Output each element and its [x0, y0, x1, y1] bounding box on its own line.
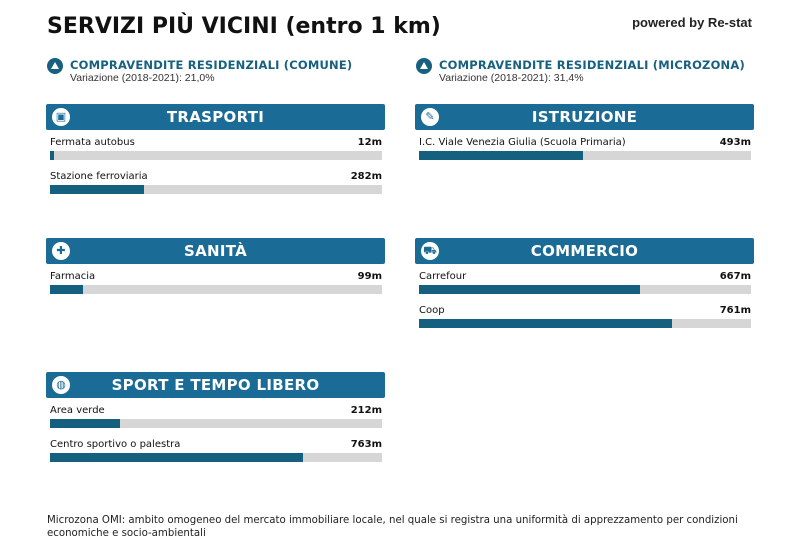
list-item	[50, 164, 382, 198]
list-item	[50, 130, 382, 164]
service-name: Farmacia	[50, 271, 96, 282]
distance-bar-track	[419, 151, 751, 160]
list-item	[419, 264, 751, 298]
powered-by-label: powered by Re-stat	[632, 15, 752, 30]
cart-icon: ⛟	[421, 242, 439, 260]
card-sanita	[46, 238, 385, 298]
service-distance: 493m	[719, 137, 751, 148]
stat-microzona-subtitle: Variazione (2018-2021): 31,4%	[439, 72, 584, 84]
distance-bar-fill	[419, 285, 640, 294]
card-sanita-title: SANITÀ	[183, 242, 248, 260]
distance-bar-fill	[50, 151, 54, 160]
trend-up-icon	[416, 58, 432, 74]
tennis-icon: ◍	[52, 376, 70, 394]
distance-bar-fill	[50, 419, 120, 428]
hospital-icon: ✚	[52, 242, 70, 260]
stat-microzona-title: COMPRAVENDITE RESIDENZIALI (MICROZONA)	[439, 58, 745, 72]
service-name: Carrefour	[419, 271, 467, 282]
card-commercio-header	[415, 238, 754, 264]
service-name: Area verde	[50, 405, 105, 416]
card-sport	[46, 372, 385, 466]
card-istruzione-header	[415, 104, 754, 130]
bus-icon: ▣	[52, 108, 70, 126]
list-item	[419, 298, 751, 332]
distance-bar-fill	[50, 453, 303, 462]
service-distance: 99m	[357, 271, 382, 282]
distance-bar-track	[419, 285, 751, 294]
stat-comune-subtitle: Variazione (2018-2021): 21,0%	[70, 72, 215, 84]
service-distance: 282m	[350, 171, 382, 182]
card-commercio	[415, 238, 754, 332]
distance-bar-fill	[419, 319, 672, 328]
distance-bar-fill	[50, 285, 83, 294]
service-distance: 761m	[719, 305, 751, 316]
service-name: Coop	[419, 305, 445, 316]
card-trasporti-title: TRASPORTI	[166, 108, 265, 126]
trend-up-icon	[47, 58, 63, 74]
card-trasporti	[46, 104, 385, 198]
card-sport-title: SPORT E TEMPO LIBERO	[111, 376, 320, 394]
service-name: Centro sportivo o palestra	[50, 439, 181, 450]
list-item	[50, 398, 382, 432]
distance-bar-track	[50, 185, 382, 194]
card-istruzione-title: ISTRUZIONE	[531, 108, 638, 126]
service-name: Stazione ferroviaria	[50, 171, 148, 182]
service-distance: 212m	[350, 405, 382, 416]
card-istruzione	[415, 104, 754, 164]
footer-note: Microzona OMI: ambito omogeneo del mercato immobiliare locale, nel quale si registra una uniformità di apprezzamento per condizioni economiche e socio-ambientali	[47, 515, 738, 539]
distance-bar-track	[50, 453, 382, 462]
card-sanita-header	[46, 238, 385, 264]
distance-bar-track	[50, 419, 382, 428]
service-distance: 667m	[719, 271, 751, 282]
list-item	[419, 130, 751, 164]
page-title: SERVIZI PIÙ VICINI (entro 1 km)	[47, 14, 441, 39]
service-distance: 763m	[350, 439, 382, 450]
distance-bar-fill	[419, 151, 583, 160]
card-commercio-title: COMMERCIO	[530, 242, 639, 260]
distance-bar-fill	[50, 185, 144, 194]
school-icon: ✎	[421, 108, 439, 126]
service-distance: 12m	[357, 137, 382, 148]
service-name: Fermata autobus	[50, 137, 135, 148]
list-item	[50, 432, 382, 466]
card-trasporti-header	[46, 104, 385, 130]
distance-bar-track	[50, 151, 382, 160]
list-item	[50, 264, 382, 298]
stat-comune-title: COMPRAVENDITE RESIDENZIALI (COMUNE)	[70, 58, 353, 72]
card-sport-header	[46, 372, 385, 398]
distance-bar-track	[419, 319, 751, 328]
distance-bar-track	[50, 285, 382, 294]
service-name: I.C. Viale Venezia Giulia (Scuola Primaria)	[419, 137, 626, 148]
